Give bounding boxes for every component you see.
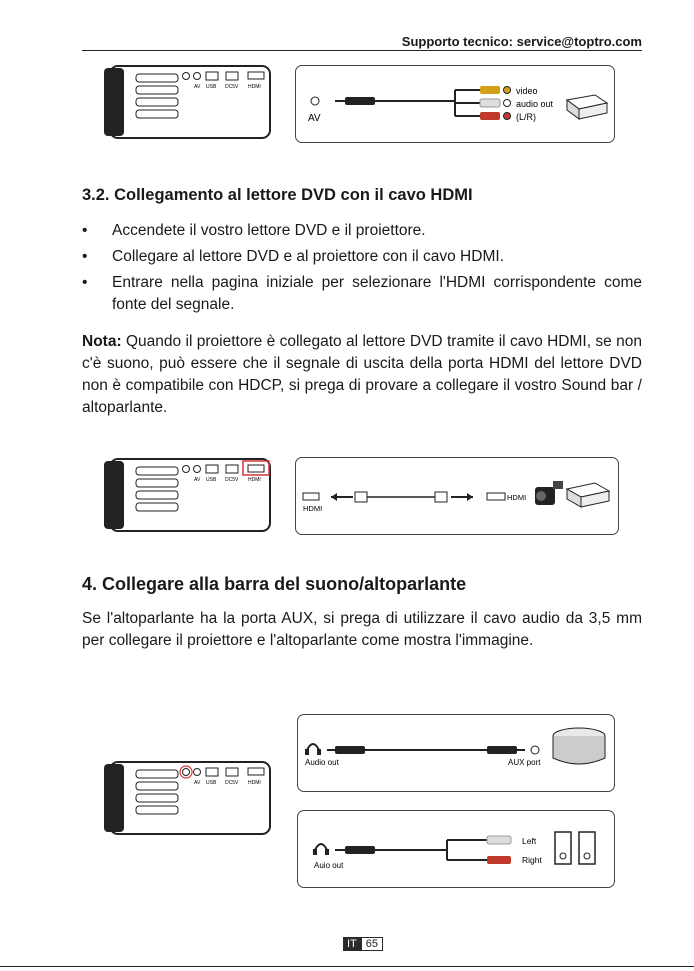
svg-text:AV: AV — [194, 477, 201, 483]
page-number: 65 — [361, 937, 383, 951]
list-item: • Accendete il vostro lettore DVD e il proiettore. — [82, 222, 426, 239]
hdmi-port-label: HDMI — [248, 84, 261, 90]
dvd-player-icon — [567, 95, 607, 119]
camcorder-icon — [535, 481, 563, 505]
projector-ports-image-3 — [102, 758, 272, 838]
list-item: • Entrare nella pagina iniziale per selezionare l'HDMI corrispondente come fonte del segnale. — [82, 274, 642, 313]
headphone-icon — [305, 744, 321, 755]
headphone-icon — [313, 844, 329, 855]
note-text: Quando il proiettore è collegato al lettore DVD tramite il cavo HDMI, se non c'è suono, può essere che il segnale di uscita della porta HDMI del lettore DVD non è compatibile con HDCP, si prega di provare a collegare il vostro Sound bar / altoparlante. — [82, 333, 642, 416]
hdmi-left-label: HDMI — [303, 504, 323, 513]
projector-ports-image-2 — [102, 455, 272, 535]
speakers-icon — [555, 832, 595, 864]
svg-text:DC5V: DC5V — [225, 477, 239, 483]
rca-left-label: Left — [522, 836, 537, 846]
aux-port-label: AUX port — [508, 758, 541, 767]
av-label: AV — [308, 113, 321, 124]
av-port-label: AV — [194, 84, 201, 90]
note-paragraph — [82, 331, 642, 419]
svg-text:AV: AV — [194, 780, 201, 786]
rca-audio-out-label: Auio out — [314, 861, 344, 870]
list-item: • Collegare al lettore DVD e al proiettore con il cavo HDMI. — [82, 248, 504, 265]
svg-text:HDMI: HDMI — [248, 780, 261, 786]
av-cable-drawing — [295, 65, 615, 143]
hdmi-port-icon — [303, 493, 319, 500]
hdmi-steps-list — [82, 220, 642, 320]
svg-text:DC5V: DC5V — [225, 780, 239, 786]
header-divider — [82, 50, 642, 51]
rca-right-label: Right — [522, 855, 542, 865]
lr-label: (L/R) — [516, 112, 536, 122]
projector-ports-image-1 — [102, 62, 272, 142]
svg-text:HDMI: HDMI — [248, 477, 261, 483]
speaker-icon — [553, 728, 605, 764]
aux-jack-icon — [531, 746, 539, 754]
soundbar-paragraph: Se l'altoparlante ha la porta AUX, si prega di utilizzare il cavo audio da 3,5 mm per collegare il proiettore e l'altoparlante come mostra l'immagine. — [82, 610, 642, 649]
aux-audio-out-label: Audio out — [305, 758, 339, 767]
usb-port-label: USB — [206, 84, 217, 90]
section-title-hdmi: 3.2. Collegamento al lettore DVD con il cavo HDMI — [82, 186, 473, 204]
support-header: Supporto tecnico: service@toptro.com — [401, 34, 642, 49]
video-label: video — [516, 86, 538, 96]
dc-port-label: DC5V — [225, 84, 239, 90]
dvd-player-icon — [567, 483, 609, 507]
audio-out-label: audio out — [516, 99, 554, 109]
language-badge: IT — [343, 937, 361, 951]
svg-text:USB: USB — [206, 780, 217, 786]
aux-cable-drawing — [297, 714, 615, 792]
footer-divider — [0, 966, 694, 967]
av-jack-icon — [311, 97, 319, 105]
rca-cable-drawing — [297, 810, 615, 888]
svg-text:USB: USB — [206, 477, 217, 483]
section-title-soundbar: 4. Collegare alla barra del suono/altoparlante — [82, 574, 467, 594]
hdmi-cable-drawing — [295, 457, 619, 535]
hdmi-right-label: HDMI — [507, 493, 527, 502]
note-label: Nota: — [82, 333, 122, 350]
page-footer — [343, 937, 383, 951]
hdmi-port-icon — [487, 493, 505, 500]
